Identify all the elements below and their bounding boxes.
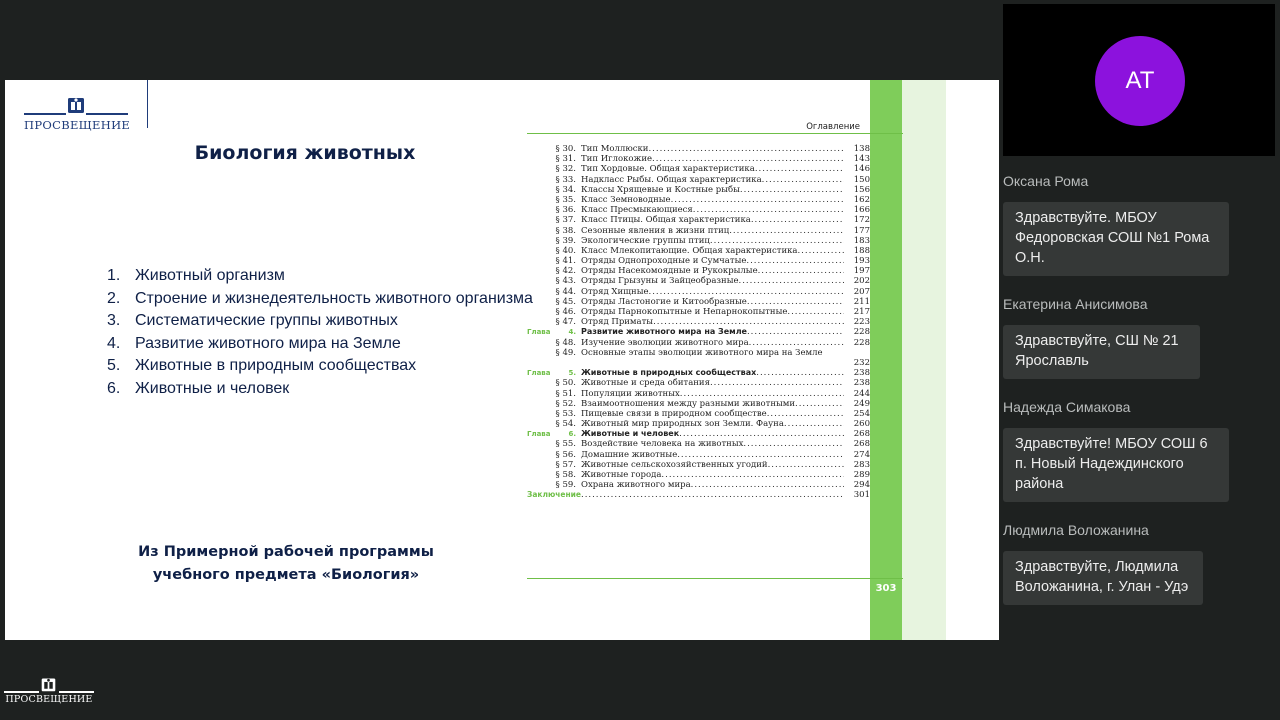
toc-section-number: § 43. bbox=[555, 276, 576, 287]
topic-number: 2. bbox=[107, 289, 121, 307]
toc-title-text: Животные сельскохозяйственных угодий bbox=[581, 459, 768, 470]
toc-row bbox=[527, 276, 870, 286]
toc-row bbox=[527, 215, 870, 225]
toc-leader-dots bbox=[749, 338, 844, 348]
topic-item bbox=[107, 310, 537, 333]
toc-indent bbox=[527, 348, 553, 368]
toc-indent bbox=[527, 236, 553, 246]
toc-page-number: 207 bbox=[853, 286, 870, 297]
toc-title bbox=[581, 276, 844, 286]
chat-sender-name: Екатерина Анисимова bbox=[1003, 296, 1148, 312]
toc-title-text: Взаимоотношения между разными животными bbox=[581, 398, 796, 409]
toc-indent bbox=[527, 378, 553, 388]
toc-row bbox=[527, 338, 870, 348]
logo-wordmark: ПРОСВЕЩЕНИЕ bbox=[24, 118, 131, 132]
toc-leader-dots bbox=[581, 490, 844, 500]
page-number: 303 bbox=[875, 583, 897, 594]
toc-page-number: 268 bbox=[853, 439, 870, 450]
toc-title-text: Животные города bbox=[581, 470, 662, 481]
toc-page-number: 283 bbox=[853, 459, 870, 470]
toc-row bbox=[527, 378, 870, 388]
toc-row bbox=[527, 399, 870, 409]
toc-title-text: Изучение эволюции животного мира bbox=[581, 337, 749, 348]
toc-chapter-label: Глава bbox=[527, 430, 551, 439]
toc-row bbox=[527, 246, 870, 256]
toc-title-text: Развитие животного мира на Земле bbox=[581, 327, 747, 337]
toc-title bbox=[581, 175, 844, 185]
toc-indent bbox=[527, 450, 553, 460]
toc-title bbox=[581, 266, 844, 276]
toc-section-number: § 50. bbox=[555, 378, 576, 389]
table-of-contents bbox=[527, 144, 870, 501]
toc-title-text: Класс Земноводные bbox=[581, 194, 671, 205]
topic-number: 3. bbox=[107, 312, 121, 329]
toc-title-text: Сезонные явления в жизни птиц bbox=[581, 225, 730, 236]
toc-indent bbox=[527, 144, 553, 154]
toc-leader-dots bbox=[797, 246, 844, 256]
toc-title-text: Отряды Ластоногие и Китообразные bbox=[581, 296, 747, 307]
chat-sender-name: Людмила Воложанина bbox=[1003, 522, 1149, 538]
toc-leader-dots bbox=[747, 297, 844, 307]
page-margin-strip bbox=[870, 80, 902, 640]
toc-indent bbox=[527, 215, 553, 225]
toc-indent bbox=[527, 409, 553, 419]
toc-indent bbox=[527, 399, 553, 409]
toc-leader-dots bbox=[693, 205, 844, 215]
toc-title bbox=[581, 470, 844, 480]
topic-number: 6. bbox=[107, 379, 121, 397]
toc-title bbox=[581, 164, 844, 174]
chat-bubble[interactable]: Здравствуйте, Людмила Воложанина, г. Улан - Удэ bbox=[1003, 551, 1203, 605]
toc-row bbox=[527, 389, 870, 399]
toc-title bbox=[581, 429, 844, 439]
toc-leader-dots bbox=[729, 226, 844, 236]
toc-title-text: Охрана животного мира bbox=[581, 480, 691, 491]
toc-title bbox=[581, 490, 844, 500]
toc-page-number: 156 bbox=[853, 184, 870, 195]
toc-leader-dots bbox=[653, 317, 844, 327]
toc-chapter-label: Глава bbox=[527, 369, 551, 378]
toc-title bbox=[581, 348, 844, 368]
toc-title-text: Тип Моллюски bbox=[581, 144, 649, 154]
toc-title bbox=[581, 287, 844, 297]
toc-leader-dots bbox=[671, 195, 844, 205]
toc-title-text: Животные и человек bbox=[581, 429, 680, 439]
toc-title-text: Основные этапы эволюции животного мира на Земле bbox=[581, 347, 823, 358]
topic-text: Систематические группы животных bbox=[135, 312, 398, 329]
toc-row bbox=[527, 195, 870, 205]
toc-title-text: Отряды Насекомоядные и Рукокрылые bbox=[581, 266, 758, 277]
toc-indent bbox=[527, 195, 553, 205]
toc-page-number: 268 bbox=[853, 429, 870, 440]
toc-title-text: Животный мир природных зон Земли. Фауна bbox=[581, 419, 784, 430]
toc-section-number: § 41. bbox=[555, 256, 576, 267]
toc-row bbox=[527, 144, 870, 154]
toc-page-number: 232 bbox=[853, 357, 870, 368]
toc-row bbox=[527, 480, 870, 490]
toc-title bbox=[581, 205, 844, 215]
toc-title bbox=[581, 185, 844, 195]
toc-section-number: § 31. bbox=[555, 154, 576, 165]
toc-title-text: Отряды Однопроходные и Сумчатые bbox=[581, 256, 747, 267]
toc-section-number: § 33. bbox=[555, 174, 576, 185]
presentation-slide bbox=[5, 80, 999, 640]
toc-section-number: § 44. bbox=[555, 286, 576, 297]
toc-indent bbox=[527, 307, 553, 317]
toc-leader-dots bbox=[762, 175, 844, 185]
toc-section-number: § 55. bbox=[555, 439, 576, 450]
toc-section-number: § 39. bbox=[555, 235, 576, 246]
toc-section-number: § 51. bbox=[555, 388, 576, 399]
toc-page-number: 223 bbox=[853, 317, 870, 328]
toc-leader-dots bbox=[740, 185, 844, 195]
toc-indent bbox=[527, 480, 553, 490]
toc-chapter-number: 4. bbox=[568, 328, 576, 337]
prosveshchenie-logo bbox=[24, 95, 129, 133]
topic-item bbox=[107, 265, 537, 288]
toc-page-number: 162 bbox=[853, 194, 870, 205]
toc-section-number: § 38. bbox=[555, 225, 576, 236]
toc-title bbox=[581, 154, 844, 164]
toc-row bbox=[527, 175, 870, 185]
toc-indent bbox=[527, 439, 553, 449]
toc-title bbox=[581, 450, 844, 460]
toc-title-text: Домашние животные bbox=[581, 449, 678, 460]
toc-page-number: 143 bbox=[853, 154, 870, 165]
topic-item bbox=[107, 355, 537, 378]
toc-leader-dots bbox=[767, 409, 844, 419]
toc-leader-dots bbox=[751, 215, 844, 225]
toc-indent bbox=[527, 226, 553, 236]
toc-title bbox=[581, 144, 844, 154]
toc-chapter-row bbox=[527, 429, 870, 439]
book-emblem-icon bbox=[40, 676, 57, 693]
toc-section-number: § 54. bbox=[555, 419, 576, 430]
toc-page-number: 202 bbox=[853, 276, 870, 287]
toc-page-number: 228 bbox=[853, 327, 870, 338]
toc-row bbox=[527, 450, 870, 460]
toc-page-number: 274 bbox=[853, 449, 870, 460]
toc-leader-dots bbox=[768, 460, 844, 470]
toc-indent bbox=[527, 287, 553, 297]
toc-title bbox=[581, 226, 844, 236]
toc-section-number: § 57. bbox=[555, 459, 576, 470]
toc-title-text: Надкласс Рыбы. Общая характеристика bbox=[581, 174, 762, 185]
chat-message bbox=[1003, 519, 1275, 605]
toc-row bbox=[527, 205, 870, 215]
toc-section-number: § 45. bbox=[555, 296, 576, 307]
toc-title bbox=[581, 256, 844, 266]
toc-title bbox=[581, 439, 844, 449]
toc-title-text: Отряд Приматы bbox=[581, 317, 654, 328]
toc-section-number: § 46. bbox=[555, 307, 576, 317]
toc-row bbox=[527, 307, 870, 317]
chat-sender-name: Надежда Симакова bbox=[1003, 399, 1131, 415]
chat-bubble[interactable]: Здравствуйте. МБОУ Федоровская СОШ №1 Рома О.Н. bbox=[1003, 202, 1229, 276]
toc-title-text: Класс Пресмыкающиеся bbox=[581, 205, 693, 216]
toc-row bbox=[527, 297, 870, 307]
toc-title bbox=[581, 480, 844, 490]
toc-leader-dots bbox=[755, 164, 844, 174]
topic-text: Животные и человек bbox=[135, 379, 290, 397]
toc-title bbox=[581, 368, 844, 378]
toc-indent bbox=[527, 297, 553, 307]
toc-indent bbox=[527, 246, 553, 256]
toc-indent bbox=[527, 175, 553, 185]
logo-divider bbox=[147, 80, 148, 128]
toc-indent bbox=[527, 154, 553, 164]
toc-title bbox=[581, 378, 844, 388]
toc-title-text: Класс Птицы. Общая характеристика bbox=[581, 215, 751, 226]
chat-bubble[interactable]: Здравствуйте! МБОУ СОШ 6 п. Новый Надеждинского района bbox=[1003, 428, 1229, 502]
toc-indent bbox=[527, 317, 553, 327]
toc-leader-dots bbox=[648, 144, 844, 154]
toc-leader-dots bbox=[795, 399, 844, 409]
participant-video-tile[interactable] bbox=[1003, 4, 1275, 156]
toc-section-number: § 35. bbox=[555, 194, 576, 205]
toc-chapter-row bbox=[527, 327, 870, 337]
slide-title: Биология животных bbox=[194, 142, 416, 164]
toc-title bbox=[581, 389, 844, 399]
chat-panel bbox=[1003, 170, 1275, 622]
toc-page-number: 244 bbox=[853, 388, 870, 399]
footer-logo-wordmark: ПРОСВЕЩЕНИЕ bbox=[5, 694, 93, 705]
toc-section-number: § 53. bbox=[555, 408, 576, 419]
toc-page-number: 254 bbox=[853, 408, 870, 419]
toc-title bbox=[581, 409, 844, 419]
toc-page-number: 249 bbox=[853, 398, 870, 409]
toc-title bbox=[581, 307, 844, 317]
toc-leader-dots bbox=[661, 470, 844, 480]
toc-page-number: 260 bbox=[853, 419, 870, 430]
toc-section-number: § 37. bbox=[555, 215, 576, 226]
toc-row bbox=[527, 470, 870, 480]
topic-text: Животные в природным сообществах bbox=[135, 357, 417, 374]
toc-leader-dots bbox=[787, 307, 844, 317]
toc-leader-dots bbox=[756, 368, 844, 378]
toc-page-number: 177 bbox=[853, 225, 870, 236]
toc-row bbox=[527, 287, 870, 297]
topic-number: 1. bbox=[107, 267, 121, 284]
toc-row bbox=[527, 266, 870, 276]
toc-indent bbox=[527, 389, 553, 399]
toc-indent bbox=[527, 205, 553, 215]
toc-page-number: 238 bbox=[853, 378, 870, 389]
toc-section-number: § 32. bbox=[555, 164, 576, 175]
toc-leader-dots bbox=[747, 327, 844, 337]
toc-row bbox=[527, 164, 870, 174]
toc-title-text: Пищевые связи в природном сообществе bbox=[581, 408, 767, 419]
toc-title-text: Животные в природных сообществах bbox=[581, 368, 757, 378]
toc-section-number: § 49. bbox=[555, 347, 576, 358]
topic-item bbox=[107, 378, 537, 401]
toc-page-number: 238 bbox=[853, 368, 870, 379]
toc-leader-dots bbox=[739, 276, 844, 286]
toc-leader-dots bbox=[680, 389, 844, 399]
toc-title bbox=[581, 215, 844, 225]
toc-chapter-row bbox=[527, 368, 870, 378]
header-rule bbox=[527, 133, 903, 134]
page-header: Оглавление bbox=[806, 122, 860, 132]
toc-row bbox=[527, 226, 870, 236]
toc-page-number: 183 bbox=[853, 235, 870, 246]
chat-bubble[interactable]: Здравствуйте, СШ № 21 Ярославль bbox=[1003, 325, 1200, 379]
participant-avatar: AT bbox=[1095, 36, 1185, 126]
toc-section-number: § 58. bbox=[555, 470, 576, 481]
page-margin-light bbox=[902, 80, 946, 640]
toc-row bbox=[527, 348, 870, 368]
toc-leader-dots bbox=[649, 287, 845, 297]
topic-number: 5. bbox=[107, 357, 121, 374]
chat-sender-name: Оксана Рома bbox=[1003, 173, 1089, 189]
toc-row bbox=[527, 256, 870, 266]
topic-number: 4. bbox=[107, 334, 121, 352]
toc-indent bbox=[527, 256, 553, 266]
footer-logo bbox=[4, 676, 94, 708]
toc-leader-dots bbox=[758, 266, 844, 276]
toc-title-text: Отряд Хищные bbox=[581, 286, 649, 297]
toc-page-number: 172 bbox=[853, 215, 870, 226]
toc-section-number: § 36. bbox=[555, 205, 576, 216]
toc-page-number: 301 bbox=[853, 490, 870, 501]
toc-page-number: 138 bbox=[853, 144, 870, 154]
chat-message bbox=[1003, 170, 1275, 276]
toc-page-number: 197 bbox=[853, 266, 870, 277]
toc-indent bbox=[527, 419, 553, 429]
toc-title bbox=[581, 297, 844, 307]
toc-title-text: Отряды Парнокопытные и Непарнокопытные bbox=[581, 307, 788, 317]
topic-text: Животный организм bbox=[135, 267, 285, 284]
toc-row bbox=[527, 154, 870, 164]
toc-title-text: Классы Хрящевые и Костные рыбы bbox=[581, 184, 740, 195]
topic-text: Развитие животного мира на Земле bbox=[135, 334, 401, 352]
toc-title bbox=[581, 236, 844, 246]
footer-rule bbox=[527, 578, 903, 579]
toc-page-number: 217 bbox=[853, 307, 870, 317]
chat-message bbox=[1003, 396, 1275, 502]
toc-row bbox=[527, 439, 870, 449]
toc-chapter-number: 5. bbox=[568, 369, 576, 378]
toc-section-number: § 34. bbox=[555, 184, 576, 195]
toc-indent bbox=[527, 164, 553, 174]
toc-leader-dots bbox=[743, 439, 844, 449]
toc-leader-dots bbox=[710, 236, 844, 246]
toc-section-number: § 42. bbox=[555, 266, 576, 277]
toc-page-number: 294 bbox=[853, 480, 870, 491]
textbook-page bbox=[527, 80, 999, 640]
toc-page-number: 289 bbox=[853, 470, 870, 481]
toc-title bbox=[581, 460, 844, 470]
toc-indent bbox=[527, 185, 553, 195]
toc-page-number: 150 bbox=[853, 174, 870, 185]
toc-title bbox=[581, 317, 844, 327]
toc-row bbox=[527, 419, 870, 429]
toc-chapter-number: 6. bbox=[568, 430, 576, 439]
toc-title-text: Экологические группы птиц bbox=[581, 235, 710, 246]
toc-row bbox=[527, 317, 870, 327]
topic-list bbox=[107, 265, 537, 400]
slide-caption: Из Примерной рабочей программы учебного предмета «Биология» bbox=[138, 544, 434, 583]
toc-title bbox=[581, 419, 844, 429]
toc-leader-dots bbox=[710, 378, 844, 388]
toc-indent bbox=[527, 338, 553, 348]
toc-page-number: 193 bbox=[853, 256, 870, 267]
toc-row bbox=[527, 409, 870, 419]
toc-section-number: § 56. bbox=[555, 449, 576, 460]
toc-title-text: Отряды Грызуны и Зайцеобразные bbox=[581, 276, 739, 287]
toc-page-number: 188 bbox=[853, 245, 870, 256]
toc-section-number: § 59. bbox=[555, 480, 576, 491]
toc-indent bbox=[527, 266, 553, 276]
toc-section-number: § 30. bbox=[555, 144, 576, 154]
toc-title bbox=[581, 327, 844, 337]
toc-title-text: Тип Хордовые. Общая характеристика bbox=[581, 164, 755, 175]
toc-section-number: § 47. bbox=[555, 317, 576, 328]
toc-title-text: Тип Иглокожие bbox=[581, 154, 653, 165]
toc-title-text: Воздействие человека на животных bbox=[581, 439, 744, 450]
toc-page-number: 211 bbox=[853, 296, 870, 307]
toc-title-text: Класс Млекопитающие. Общая характеристика bbox=[581, 245, 798, 256]
topic-item bbox=[107, 333, 537, 356]
toc-conclusion-label: Заключение bbox=[527, 490, 582, 500]
toc-section-number: § 48. bbox=[555, 337, 576, 348]
toc-title bbox=[581, 195, 844, 205]
toc-section-number: § 52. bbox=[555, 398, 576, 409]
toc-page-number: 166 bbox=[853, 205, 870, 216]
toc-leader-dots bbox=[652, 154, 844, 164]
toc-indent bbox=[527, 470, 553, 480]
toc-chapter-label: Глава bbox=[527, 328, 551, 337]
toc-row bbox=[527, 490, 870, 500]
toc-row bbox=[527, 236, 870, 246]
toc-page-number: 228 bbox=[853, 337, 870, 348]
toc-row bbox=[527, 460, 870, 470]
toc-title-text: Животные и среда обитания bbox=[581, 378, 710, 389]
toc-leader-dots bbox=[677, 450, 844, 460]
toc-leader-dots bbox=[691, 480, 844, 490]
toc-title bbox=[581, 246, 844, 256]
toc-page-number: 146 bbox=[853, 164, 870, 175]
book-emblem-icon bbox=[66, 95, 86, 115]
toc-indent bbox=[527, 276, 553, 286]
toc-title-text: Популяции животных bbox=[581, 388, 680, 399]
toc-leader-dots bbox=[746, 256, 844, 266]
toc-leader-dots bbox=[784, 419, 844, 429]
toc-row bbox=[527, 185, 870, 195]
chat-message bbox=[1003, 293, 1275, 379]
toc-section-number: § 40. bbox=[555, 245, 576, 256]
toc-indent bbox=[527, 460, 553, 470]
topic-item bbox=[107, 288, 537, 311]
toc-title bbox=[581, 338, 844, 348]
toc-leader-dots bbox=[679, 429, 844, 439]
toc-title bbox=[581, 399, 844, 409]
topic-text: Строение и жизнедеятельность животного организма bbox=[135, 289, 533, 307]
